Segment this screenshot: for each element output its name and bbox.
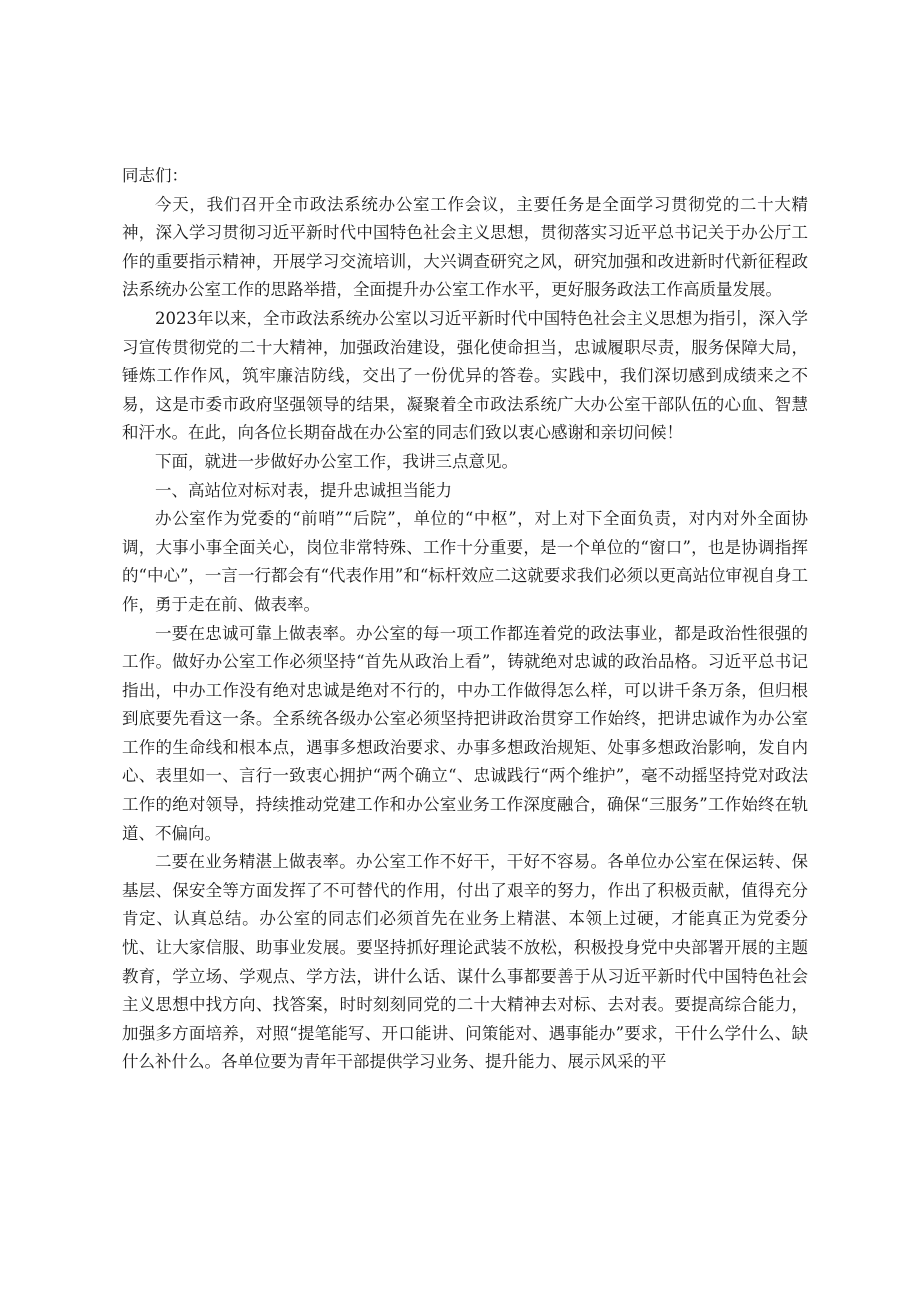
salutation: 同志们： xyxy=(122,166,188,185)
paragraph-transition: 下面，就进一步做好办公室工作，我讲三点意见。 xyxy=(155,451,518,471)
paragraph-opening: 今天，我们召开全市政法系统办公室工作会议，主要任务是全面学习贯彻党的二十大精神，深入学习贯彻习近平新时代中国特色社会主义思想，贯彻落实习近平总书记关于办公厅工作的重要指示精神，开展学习交流培训，大兴调查研究之风，研究加强和改进新时代新征程政法系统办公室工作的思路举措，全面提升办公室工作水平，更好服务政法工作高质量发展。 xyxy=(122,194,808,300)
paragraph-expertise: 二要在业务精湛上做表率。办公室工作不好干，干好不容易。各单位办公室在保运转、保基层、保安全等方面发挥了不可替代的作用，付出了艰辛的努力，作出了积极贡献，值得充分肯定、认真总结。办公室的同志们必须首先在业务上精湛、本领上过硬，才能真正为党委分忧、让大家信服、助事业发展。要坚持抓好理论武装不放松，积极投身党中央部署开展的主题教育，学立场、学观点、学方法，讲什么话、谋什么事都要善于从习近平新时代中国特色社会主义思想中找方向、找答案，时时刻刻同党的二十大精神去对标、去对表。要提高综合能力，加强多方面培养，对照“提笔能写、开口能讲、问策能对、遇事能办”要求，干什么学什么、缺什么补什么。各单位要为青年干部提供学习业务、提升能力、展示风采的平 xyxy=(122,852,808,1072)
document-page xyxy=(122,162,808,1077)
section-heading-1: 一、高站位对标对表，提升忠诚担当能力 xyxy=(155,480,452,500)
paragraph-review-2023: 2023年以来，全市政法系统办公室以习近平新时代中国特色社会主义思想为指引，深入学习宣传贯彻党的二十大精神，加强政治建设，强化使命担当，忠诚履职尽责，服务保障大局，锤炼工作作风，筑牢廉洁防线，交出了一份优异的答卷。实践中，我们深切感到成绩来之不易，这是市委市政府坚强领导的结果，凝聚着全市政法系统广大办公室干部队伍的心血、智慧和汗水。在此，向各位长期奋战在办公室的同志们致以衷心感谢和亲切问候！ xyxy=(122,308,808,443)
paragraph-office-role: 办公室作为党委的“前哨”“后院”，单位的“中枢”，对上对下全面负责，对内对外全面协调，大事小事全面关心，岗位非常特殊、工作十分重要，是一个单位的“窗口”，也是协调指挥的“中心”，一言一行都会有“代表作用”和“标杆效应二这就要求我们必须以更高站位审视自身工作，勇于走在前、做表率。 xyxy=(122,509,808,614)
paragraph-loyalty: 一要在忠诚可靠上做表率。办公室的每一项工作都连着党的政法事业，都是政治性很强的工作。做好办公室工作必须坚持“首先从政治上看”，铸就绝对忠诚的政治品格。习近平总书记指出，中办工作没有绝对忠诚是绝对不行的，中办工作做得怎么样，可以讲千条万条，但归根到底要先看这一条。全系统各级办公室必须坚持把讲政治贯穿工作始终，把讲忠诚作为办公室工作的生命线和根本点，遇事多想政治要求、办事多想政治规矩、处事多想政治影响，发自内心、表里如一、言行一致衷心拥护“两个确立“、忠诚践行“两个维护”，毫不动摇坚持党对政法工作的绝对领导，持续推动党建工作和办公室业务工作深度融合，确保“三服务”工作始终在轨道、不偏向。 xyxy=(122,623,808,843)
